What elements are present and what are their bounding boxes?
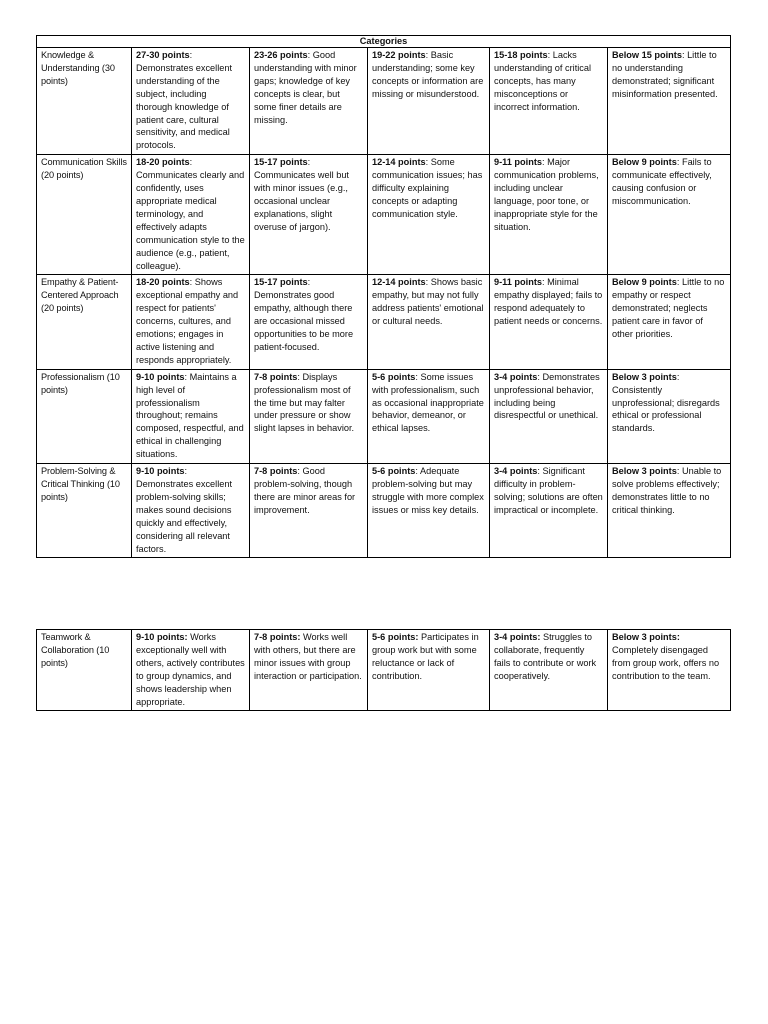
level-description: Some issues with professionalism, such as occasional inappropriate behavior, demeanor, or ethical lapses. (372, 371, 484, 434)
rubric-row (37, 630, 731, 711)
points-separator: : (542, 157, 545, 168)
categories-header: Categories (37, 36, 731, 48)
points-separator: : (425, 157, 429, 168)
points-separator: : (189, 157, 193, 168)
level-description: Significant difficulty in problem-solving; solutions are often impractical or incomplete. (494, 466, 603, 515)
points-separator: : (307, 157, 311, 168)
points-label: 12-14 points (372, 277, 426, 288)
level-description: Participates in group work but with some reluctance or lack of contribution. (372, 632, 479, 681)
points-separator: : (676, 466, 680, 477)
level-cell (132, 155, 250, 275)
points-label: 27-30 points (136, 50, 190, 60)
rubric-table (36, 35, 731, 558)
points-label: 7-8 points: (254, 632, 301, 642)
level-cell (250, 630, 368, 711)
level-cell (368, 275, 490, 369)
points-separator: : (676, 277, 680, 288)
rubric-table-continued (36, 629, 731, 711)
points-label: 18-20 points (136, 157, 190, 168)
points-label: 9-11 points (494, 277, 542, 288)
level-cell (490, 155, 608, 275)
points-separator: : (681, 50, 685, 60)
level-description: Fails to communicate effectively, causing confusion or miscommunication. (612, 157, 712, 206)
level-cell (608, 155, 731, 275)
points-label: 15-17 points (254, 277, 308, 288)
points-separator: : (184, 466, 188, 477)
points-label: 7-8 points (254, 371, 298, 382)
level-description: Unable to solve problems effectively; demonstrates little to no critical thinking. (612, 466, 722, 515)
level-description: Displays professionalism most of the time but may falter under pressure or show slight lapses in behavior. (254, 371, 355, 434)
points-label: 7-8 points (254, 466, 298, 477)
level-cell (132, 48, 250, 155)
level-description: Good problem-solving, though there are minor areas for improvement. (254, 466, 356, 515)
level-cell (490, 275, 608, 369)
level-cell (132, 369, 250, 463)
level-cell (250, 275, 368, 369)
level-cell (608, 48, 731, 155)
level-description: Minimal empathy displayed; fails to respond adequately to patient needs or concerns. (494, 277, 603, 327)
level-description: Works well with others, but there are minor issues with group interaction or participation. (254, 632, 362, 681)
points-label: 15-18 points (494, 50, 548, 60)
level-cell (608, 630, 731, 711)
level-description: Consistently unprofessional; disregards ethical or professional standards. (612, 384, 720, 434)
level-cell (608, 464, 731, 558)
level-description: Demonstrates unprofessional behavior, including being disrespectful or unethical. (494, 371, 600, 421)
level-cell (250, 155, 368, 275)
points-separator: : (307, 277, 311, 288)
level-description: Good understanding with minor gaps; knowledge of key concepts is clear, but some finer details are missing. (254, 50, 357, 125)
level-description: Demonstrates excellent understanding of the subject, including thorough knowledge of patient care, cultural sensitivity, and medical protocols. (136, 62, 233, 151)
points-label: 18-20 points (136, 277, 190, 288)
points-separator: : (676, 157, 680, 168)
level-description: Shows basic empathy, but may not fully address patients' emotional or cultural needs. (372, 277, 484, 327)
criterion-cell: Communication Skills (20 points) (37, 155, 132, 275)
criterion-cell: Problem-Solving & Critical Thinking (10 points) (37, 464, 132, 558)
points-label: 15-17 points (254, 157, 308, 168)
level-cell (250, 48, 368, 155)
points-label: 5-6 points: (372, 632, 419, 642)
level-description: Some communication issues; has difficulty explaining concepts or adapting communication style. (372, 157, 483, 219)
level-cell (368, 48, 490, 155)
points-label: 12-14 points (372, 157, 426, 168)
points-label: Below 3 points (612, 371, 677, 382)
points-label: Below 15 points (612, 50, 682, 60)
level-cell (368, 155, 490, 275)
level-cell (490, 369, 608, 463)
level-description: Little to no understanding demonstrated; significant misinformation presented. (612, 50, 718, 99)
level-cell (250, 464, 368, 558)
level-cell (490, 48, 608, 155)
level-cell (368, 464, 490, 558)
points-separator: : (425, 50, 429, 60)
categories-header-row (37, 36, 731, 48)
level-cell (490, 464, 608, 558)
points-separator: : (425, 277, 429, 288)
points-label: 3-4 points (494, 466, 538, 477)
level-description: Lacks understanding of critical concepts, has many misconceptions or incorrect information. (494, 50, 592, 112)
points-label: 9-10 points (136, 466, 185, 477)
points-separator: : (415, 371, 418, 382)
level-cell (132, 275, 250, 369)
points-label: Below 3 points (612, 466, 677, 477)
criterion-cell: Empathy & Patient-Centered Approach (20 points) (37, 275, 132, 369)
rubric-row (37, 464, 731, 558)
points-separator: : (184, 371, 188, 382)
points-separator: : (297, 466, 300, 477)
points-label: 9-11 points (494, 157, 542, 168)
level-description: Struggles to collaborate, frequently fails to contribute or work cooperatively. (494, 632, 597, 681)
criterion-cell: Teamwork & Collaboration (10 points) (37, 630, 132, 711)
points-label: Below 9 points (612, 277, 677, 288)
level-cell (132, 464, 250, 558)
points-label: 3-4 points: (494, 632, 541, 642)
level-description: Little to no empathy or respect demonstrated; neglects patient care in favor of other priorities. (612, 277, 725, 340)
points-label: Below 3 points: (612, 632, 680, 642)
level-cell (368, 630, 490, 711)
rubric-row (37, 48, 731, 155)
level-cell (250, 369, 368, 463)
rubric-row (37, 155, 731, 275)
points-label: 5-6 points (372, 466, 416, 477)
level-description: Major communication problems, including unclear language, poor tone, or inappropriate style for the situation. (494, 157, 599, 232)
points-separator: : (297, 371, 300, 382)
points-label: 9-10 points (136, 371, 185, 382)
points-separator: : (189, 50, 193, 60)
points-label: Below 9 points (612, 157, 677, 168)
points-separator: : (537, 466, 540, 477)
points-label: 9-10 points: (136, 632, 188, 642)
points-separator: : (542, 277, 545, 288)
rubric-row (37, 275, 731, 369)
criterion-cell: Professionalism (10 points) (37, 369, 132, 463)
level-description: Works exceptionally well with others, actively contributes to group dynamics, and shows leadership when appropriate. (136, 632, 245, 707)
level-cell (132, 630, 250, 711)
points-label: 23-26 points (254, 50, 308, 60)
level-description: Adequate problem-solving but may struggle with more complex issues or miss key details. (372, 466, 484, 515)
level-description: Completely disengaged from group work, offers no contribution to the team. (612, 644, 720, 681)
level-description: Communicates well but with minor issues (e.g., occasional unclear explanations, slight overuse of jargon). (254, 170, 349, 232)
points-separator: : (537, 371, 540, 382)
points-separator: : (189, 277, 193, 288)
level-description: Demonstrates good empathy, although there are occasional missed opportunities to be more patient-focused. (254, 290, 354, 352)
points-label: 19-22 points (372, 50, 426, 60)
level-description: Communicates clearly and confidently, uses appropriate medical terminology, and effectively adapts communication style to the audience (e.g., patient, colleague). (136, 170, 245, 271)
rubric-row (37, 369, 731, 463)
points-separator: : (676, 371, 680, 382)
points-separator: : (415, 466, 418, 477)
level-cell (368, 369, 490, 463)
level-description: Demonstrates excellent problem-solving skills; makes sound decisions quickly and effectively, considering all relevant factors. (136, 479, 233, 554)
criterion-cell: Knowledge & Understanding (30 points) (37, 48, 132, 155)
points-separator: : (547, 50, 551, 60)
level-description: Shows exceptional empathy and respect for patients' concerns, cultures, and emotions; engages in active listening and responds appropriately. (136, 277, 239, 365)
level-cell (608, 275, 731, 369)
level-description: Maintains a high level of professionalism throughout; remains composed, respectful, and ethical in challenging situations. (136, 371, 244, 460)
level-cell (608, 369, 731, 463)
points-label: 3-4 points (494, 371, 538, 382)
level-description: Basic understanding; some key concepts or information are missing or misunderstood. (372, 50, 484, 99)
level-cell (490, 630, 608, 711)
points-separator: : (307, 50, 311, 60)
points-label: 5-6 points (372, 371, 416, 382)
